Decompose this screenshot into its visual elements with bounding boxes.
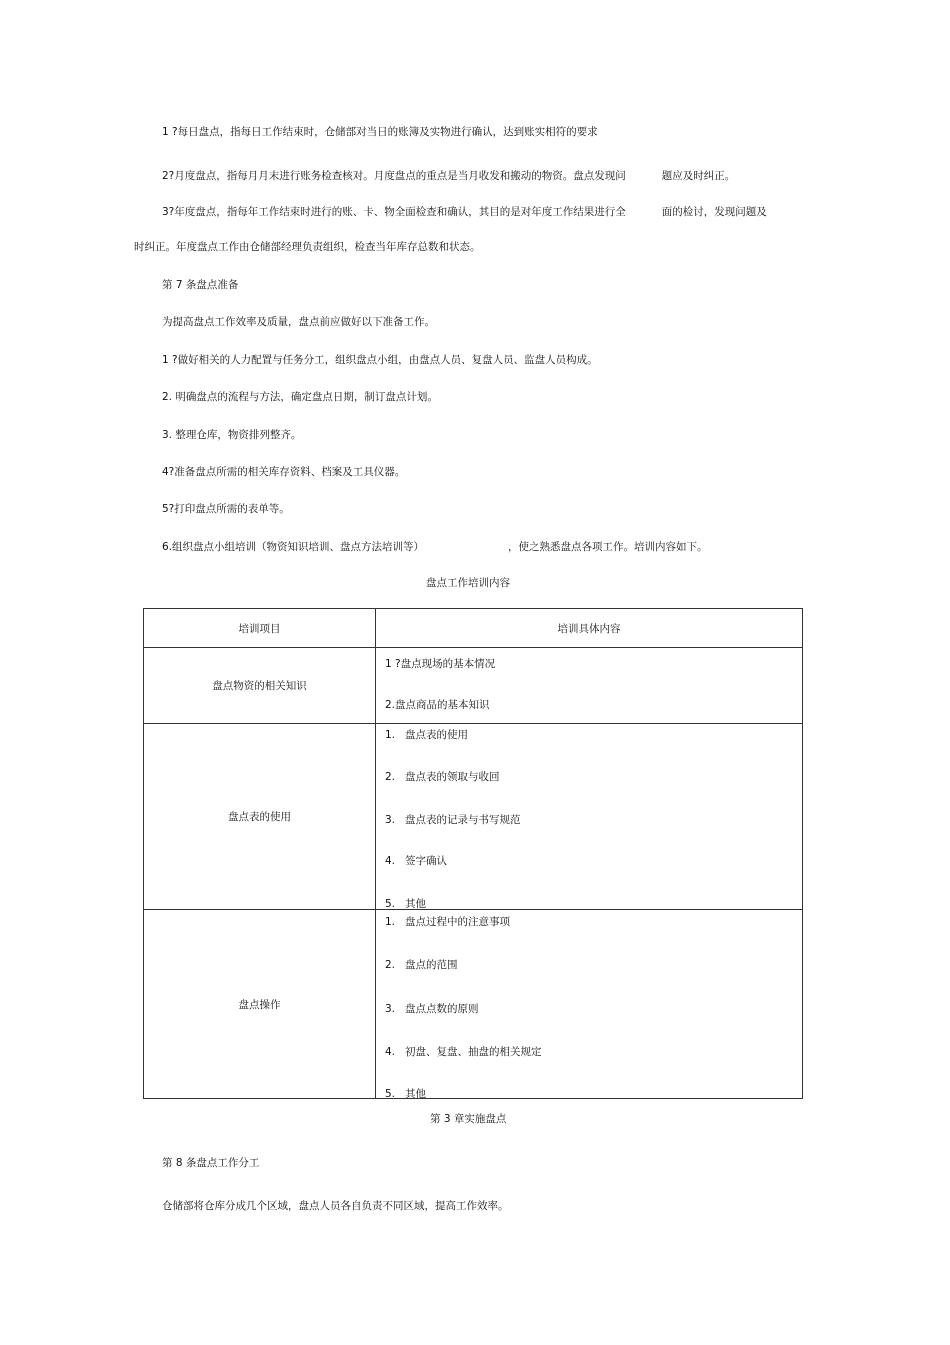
table-row <box>144 648 803 724</box>
training-content-table <box>143 608 803 1099</box>
content-line-text: 其他 <box>405 1088 426 1100</box>
content-line <box>385 1087 426 1101</box>
preparation-item-3: 3. 整理仓库，物资排列整齐。 <box>162 429 302 441</box>
content-line-text: 签字确认 <box>405 855 447 867</box>
row-item-label: 盘点表的使用 <box>144 724 376 910</box>
content-line: 2.盘点商品的基本知识 <box>385 699 490 711</box>
content-line-number: 3. <box>385 1003 396 1015</box>
paragraph-annual-part1: 3?年度盘点，指每年工作结束时进行的账、卡、物全面检查和确认，其目的是对年度工作结果进行全 <box>162 206 626 218</box>
content-line <box>385 1045 542 1059</box>
header-training-item: 培训项目 <box>144 609 376 648</box>
content-line-number: 4. <box>385 855 396 867</box>
paragraph-annual-inventory <box>162 205 767 219</box>
preparation-item-6-part2: ，使之熟悉盘点各项工作。培训内容如下。 <box>508 541 708 553</box>
content-line <box>385 1002 479 1016</box>
content-line: 1 ?盘点现场的基本情况 <box>385 658 496 670</box>
table-row <box>144 724 803 910</box>
row-item-label: 盘点物资的相关知识 <box>144 648 376 724</box>
content-line-text: 盘点表的记录与书写规范 <box>405 814 521 826</box>
content-line-text: 盘点的范围 <box>405 959 458 971</box>
content-line-text: 盘点过程中的注意事项 <box>405 916 510 928</box>
table-row <box>144 910 803 1099</box>
preparation-intro: 为提高盘点工作效率及质量，盘点前应做好以下准备工作。 <box>162 316 435 328</box>
row-content-cell <box>376 724 803 910</box>
article-8-body: 仓储部将仓库分成几个区域，盘点人员各自负责不同区域，提高工作效率。 <box>162 1200 509 1212</box>
row-item-label: 盘点操作 <box>144 910 376 1099</box>
content-line-number: 5. <box>385 898 396 910</box>
content-line-number: 2. <box>385 959 396 971</box>
preparation-item-4: 4?准备盘点所需的相关库存资料、档案及工具仪器。 <box>162 466 406 478</box>
content-line-number: 2. <box>385 771 396 783</box>
content-line-number: 4. <box>385 1046 396 1058</box>
content-line <box>385 958 458 972</box>
content-line-number: 3. <box>385 814 396 826</box>
content-line <box>385 854 447 868</box>
content-line-text: 其他 <box>405 898 426 910</box>
content-line-text: 初盘、复盘、抽盘的相关规定 <box>405 1046 542 1058</box>
article-7-heading: 第 7 条盘点准备 <box>162 279 239 291</box>
content-line-text: 盘点点数的原则 <box>405 1003 479 1015</box>
header-training-content: 培训具体内容 <box>376 609 803 648</box>
paragraph-daily-inventory: 1 ?每日盘点，指每日工作结束时，仓储部对当日的账簿及实物进行确认，达到账实相符的要求 <box>162 126 598 138</box>
article-8-heading: 第 8 条盘点工作分工 <box>162 1157 260 1169</box>
paragraph-monthly-inventory <box>162 169 735 183</box>
table-header-row <box>144 609 803 648</box>
preparation-item-5: 5?打印盘点所需的表单等。 <box>162 503 290 515</box>
paragraph-monthly-part1: 2?月度盘点，指每月月末进行账务检查核对。月度盘点的重点是当月收发和搬动的物资。盘点发现问 <box>162 170 626 182</box>
content-line-number: 1. <box>385 729 396 741</box>
content-line-number: 5. <box>385 1088 396 1100</box>
paragraph-monthly-part2: 题应及时纠正。 <box>661 170 736 182</box>
preparation-item-6 <box>162 540 708 554</box>
content-line <box>385 728 468 742</box>
paragraph-annual-part2: 面的检讨，发现问题及 <box>661 206 767 218</box>
preparation-item-1: 1 ?做好相关的人力配置与任务分工，组织盘点小组，由盘点人员、复盘人员、监盘人员构成。 <box>162 354 598 366</box>
row-content-cell <box>376 648 803 724</box>
content-line <box>385 897 426 911</box>
row-content-cell <box>376 910 803 1099</box>
content-line-text: 盘点表的使用 <box>405 729 468 741</box>
content-line <box>385 915 510 929</box>
content-line-number: 1. <box>385 916 396 928</box>
preparation-item-2: 2. 明确盘点的流程与方法，确定盘点日期，制订盘点计划。 <box>162 391 438 403</box>
table-title: 盘点工作培训内容 <box>426 577 510 589</box>
paragraph-annual-inventory-cont: 时纠正。年度盘点工作由仓储部经理负责组织，检查当年库存总数和状态。 <box>134 241 481 253</box>
preparation-item-6-part1: 6.组织盘点小组培训（物资知识培训、盘点方法培训等） <box>162 541 425 553</box>
content-line <box>385 813 521 827</box>
chapter-3-heading: 第 3 章实施盘点 <box>430 1113 507 1125</box>
content-line <box>385 770 500 784</box>
content-line-text: 盘点表的领取与收回 <box>405 771 500 783</box>
